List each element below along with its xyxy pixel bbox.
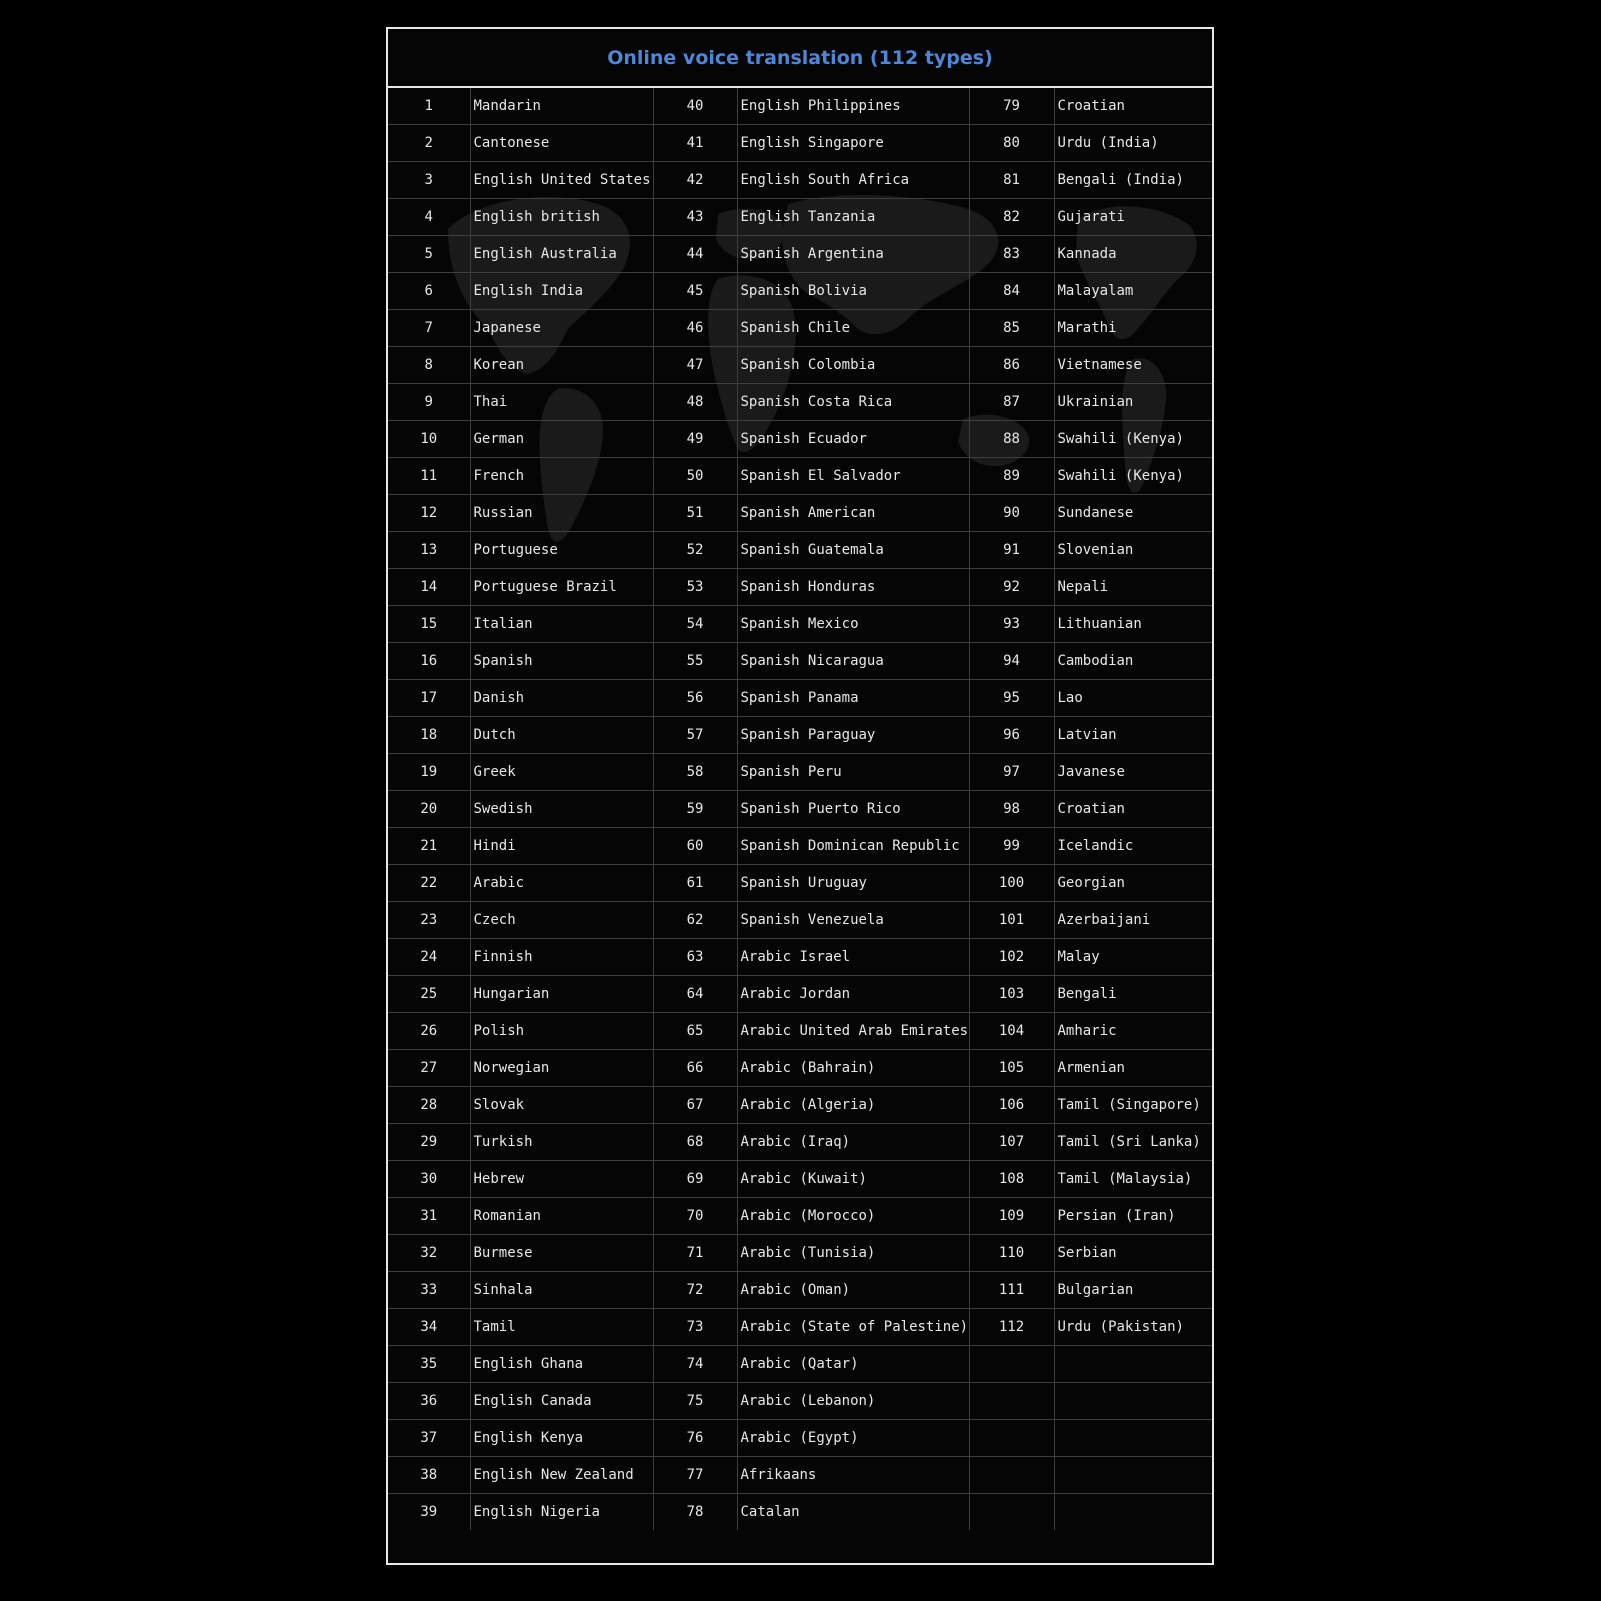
language-name: English Ghana: [470, 1346, 653, 1383]
language-name: [1054, 1457, 1212, 1494]
language-name: Spanish Uruguay: [737, 865, 969, 902]
language-name: Czech: [470, 902, 653, 939]
language-number: 44: [653, 236, 737, 273]
language-number: 10: [388, 421, 470, 458]
language-number: 20: [388, 791, 470, 828]
language-name: Spanish Colombia: [737, 347, 969, 384]
language-number: 98: [969, 791, 1054, 828]
page-title: Online voice translation (112 types): [388, 29, 1212, 88]
language-name: Croatian: [1054, 88, 1212, 125]
language-number: 49: [653, 421, 737, 458]
language-number: 69: [653, 1161, 737, 1198]
language-number: 104: [969, 1013, 1054, 1050]
language-name: Slovak: [470, 1087, 653, 1124]
language-number: 38: [388, 1457, 470, 1494]
language-number: 56: [653, 680, 737, 717]
language-number: 24: [388, 939, 470, 976]
language-number: 66: [653, 1050, 737, 1087]
language-name: Bengali (India): [1054, 162, 1212, 199]
language-name: Catalan: [737, 1494, 969, 1531]
language-table-frame: [386, 27, 1214, 1565]
language-name: Malayalam: [1054, 273, 1212, 310]
language-number: 53: [653, 569, 737, 606]
language-number: 4: [388, 199, 470, 236]
language-number: 63: [653, 939, 737, 976]
language-number: 75: [653, 1383, 737, 1420]
language-table: [388, 88, 1212, 1530]
table-row: [388, 1198, 1212, 1235]
language-number: 92: [969, 569, 1054, 606]
table-row: [388, 1494, 1212, 1531]
language-name: Arabic (Iraq): [737, 1124, 969, 1161]
language-number: 31: [388, 1198, 470, 1235]
language-name: Ukrainian: [1054, 384, 1212, 421]
table-row: [388, 717, 1212, 754]
language-name: Arabic (Algeria): [737, 1087, 969, 1124]
language-name: Spanish Nicaragua: [737, 643, 969, 680]
language-number: 71: [653, 1235, 737, 1272]
language-name: Cantonese: [470, 125, 653, 162]
language-name: Nepali: [1054, 569, 1212, 606]
language-number: 45: [653, 273, 737, 310]
language-number: 97: [969, 754, 1054, 791]
language-name: Javanese: [1054, 754, 1212, 791]
table-row: [388, 1161, 1212, 1198]
language-name: Thai: [470, 384, 653, 421]
language-name: Spanish Puerto Rico: [737, 791, 969, 828]
language-number: 16: [388, 643, 470, 680]
language-name: Vietnamese: [1054, 347, 1212, 384]
language-name: Georgian: [1054, 865, 1212, 902]
language-number: 103: [969, 976, 1054, 1013]
language-name: [1054, 1346, 1212, 1383]
language-name: Spanish American: [737, 495, 969, 532]
language-name: Russian: [470, 495, 653, 532]
table-row: [388, 162, 1212, 199]
table-row: [388, 1013, 1212, 1050]
language-name: Hebrew: [470, 1161, 653, 1198]
language-number: 17: [388, 680, 470, 717]
language-number: 40: [653, 88, 737, 125]
language-number: 62: [653, 902, 737, 939]
language-name: Dutch: [470, 717, 653, 754]
language-number: 43: [653, 199, 737, 236]
language-name: Marathi: [1054, 310, 1212, 347]
language-number: 30: [388, 1161, 470, 1198]
language-number: 8: [388, 347, 470, 384]
language-name: Spanish Ecuador: [737, 421, 969, 458]
language-number: 12: [388, 495, 470, 532]
language-number: 6: [388, 273, 470, 310]
language-name: Spanish Honduras: [737, 569, 969, 606]
language-number: 74: [653, 1346, 737, 1383]
table-row: [388, 643, 1212, 680]
table-row: [388, 791, 1212, 828]
language-number: 47: [653, 347, 737, 384]
language-name: Mandarin: [470, 88, 653, 125]
language-number: 52: [653, 532, 737, 569]
language-number: 81: [969, 162, 1054, 199]
language-number: [969, 1420, 1054, 1457]
language-name: Finnish: [470, 939, 653, 976]
language-number: 72: [653, 1272, 737, 1309]
language-number: 89: [969, 458, 1054, 495]
language-number: 3: [388, 162, 470, 199]
language-name: Spanish Peru: [737, 754, 969, 791]
language-name: Arabic (Lebanon): [737, 1383, 969, 1420]
language-name: Sundanese: [1054, 495, 1212, 532]
language-number: 50: [653, 458, 737, 495]
language-name: Spanish Paraguay: [737, 717, 969, 754]
language-number: 25: [388, 976, 470, 1013]
language-name: Romanian: [470, 1198, 653, 1235]
language-name: English Kenya: [470, 1420, 653, 1457]
language-name: English United States: [470, 162, 653, 199]
language-number: 84: [969, 273, 1054, 310]
table-row: [388, 1457, 1212, 1494]
language-name: Spanish Argentina: [737, 236, 969, 273]
language-number: 18: [388, 717, 470, 754]
language-name: Arabic (Egypt): [737, 1420, 969, 1457]
language-number: 109: [969, 1198, 1054, 1235]
language-name: Arabic (Bahrain): [737, 1050, 969, 1087]
table-row: [388, 347, 1212, 384]
table-row: [388, 1383, 1212, 1420]
language-name: Swahili (Kenya): [1054, 458, 1212, 495]
table-row: [388, 310, 1212, 347]
language-number: 101: [969, 902, 1054, 939]
language-name: Spanish Panama: [737, 680, 969, 717]
language-name: Latvian: [1054, 717, 1212, 754]
language-name: Lithuanian: [1054, 606, 1212, 643]
language-number: [969, 1457, 1054, 1494]
language-name: Italian: [470, 606, 653, 643]
language-number: 5: [388, 236, 470, 273]
language-number: 51: [653, 495, 737, 532]
language-number: 64: [653, 976, 737, 1013]
language-number: 61: [653, 865, 737, 902]
language-number: 59: [653, 791, 737, 828]
language-number: 80: [969, 125, 1054, 162]
language-name: English Canada: [470, 1383, 653, 1420]
language-name: Polish: [470, 1013, 653, 1050]
language-name: Spanish Dominican Republic: [737, 828, 969, 865]
table-row: [388, 88, 1212, 125]
language-name: German: [470, 421, 653, 458]
language-number: 27: [388, 1050, 470, 1087]
language-number: 79: [969, 88, 1054, 125]
language-name: Afrikaans: [737, 1457, 969, 1494]
language-number: 9: [388, 384, 470, 421]
language-number: 19: [388, 754, 470, 791]
language-name: Tamil (Singapore): [1054, 1087, 1212, 1124]
language-name: Danish: [470, 680, 653, 717]
language-name: Swedish: [470, 791, 653, 828]
language-number: 86: [969, 347, 1054, 384]
language-name: [1054, 1494, 1212, 1531]
table-row: [388, 1087, 1212, 1124]
language-name: Lao: [1054, 680, 1212, 717]
language-name: Spanish Chile: [737, 310, 969, 347]
language-name: Arabic Jordan: [737, 976, 969, 1013]
table-row: [388, 458, 1212, 495]
table-row: [388, 199, 1212, 236]
language-number: 106: [969, 1087, 1054, 1124]
language-name: [1054, 1383, 1212, 1420]
table-row: [388, 1124, 1212, 1161]
language-number: 76: [653, 1420, 737, 1457]
language-name: English british: [470, 199, 653, 236]
table-row: [388, 680, 1212, 717]
language-name: Korean: [470, 347, 653, 384]
table-row: [388, 976, 1212, 1013]
table-row: [388, 902, 1212, 939]
table-row: [388, 569, 1212, 606]
language-name: Spanish Venezuela: [737, 902, 969, 939]
language-number: 100: [969, 865, 1054, 902]
language-name: Cambodian: [1054, 643, 1212, 680]
language-name: English Philippines: [737, 88, 969, 125]
language-number: 93: [969, 606, 1054, 643]
table-row: [388, 1309, 1212, 1346]
language-name: English New Zealand: [470, 1457, 653, 1494]
language-number: 21: [388, 828, 470, 865]
language-number: 78: [653, 1494, 737, 1531]
language-number: 54: [653, 606, 737, 643]
language-number: 67: [653, 1087, 737, 1124]
language-name: Urdu (Pakistan): [1054, 1309, 1212, 1346]
language-name: Bulgarian: [1054, 1272, 1212, 1309]
language-name: Azerbaijani: [1054, 902, 1212, 939]
table-row: [388, 532, 1212, 569]
language-name: Norwegian: [470, 1050, 653, 1087]
language-name: Persian (Iran): [1054, 1198, 1212, 1235]
language-name: Burmese: [470, 1235, 653, 1272]
language-name: Amharic: [1054, 1013, 1212, 1050]
language-name: English Singapore: [737, 125, 969, 162]
language-name: English Nigeria: [470, 1494, 653, 1531]
language-name: French: [470, 458, 653, 495]
table-row: [388, 421, 1212, 458]
language-number: 105: [969, 1050, 1054, 1087]
language-number: 42: [653, 162, 737, 199]
language-number: 28: [388, 1087, 470, 1124]
language-name: Icelandic: [1054, 828, 1212, 865]
language-number: 26: [388, 1013, 470, 1050]
language-name: Swahili (Kenya): [1054, 421, 1212, 458]
table-row: [388, 754, 1212, 791]
table-row: [388, 273, 1212, 310]
language-name: Arabic (Kuwait): [737, 1161, 969, 1198]
language-name: Arabic: [470, 865, 653, 902]
language-name: Portuguese Brazil: [470, 569, 653, 606]
language-number: 2: [388, 125, 470, 162]
language-name: Spanish Mexico: [737, 606, 969, 643]
language-number: 99: [969, 828, 1054, 865]
table-row: [388, 939, 1212, 976]
language-number: 1: [388, 88, 470, 125]
language-number: 23: [388, 902, 470, 939]
language-name: Spanish Guatemala: [737, 532, 969, 569]
language-name: Hindi: [470, 828, 653, 865]
language-number: [969, 1494, 1054, 1531]
language-number: 13: [388, 532, 470, 569]
language-name: Arabic (Oman): [737, 1272, 969, 1309]
language-name: Japanese: [470, 310, 653, 347]
language-number: 85: [969, 310, 1054, 347]
language-number: 41: [653, 125, 737, 162]
language-number: 39: [388, 1494, 470, 1531]
language-name: Arabic (Tunisia): [737, 1235, 969, 1272]
language-number: 108: [969, 1161, 1054, 1198]
language-number: 58: [653, 754, 737, 791]
language-number: 37: [388, 1420, 470, 1457]
language-number: 32: [388, 1235, 470, 1272]
table-row: [388, 236, 1212, 273]
language-number: 83: [969, 236, 1054, 273]
language-number: 110: [969, 1235, 1054, 1272]
table-row: [388, 1272, 1212, 1309]
language-name: Malay: [1054, 939, 1212, 976]
table-row: [388, 606, 1212, 643]
table-row: [388, 495, 1212, 532]
language-name: Slovenian: [1054, 532, 1212, 569]
language-number: 22: [388, 865, 470, 902]
language-name: Bengali: [1054, 976, 1212, 1013]
language-number: 60: [653, 828, 737, 865]
table-row: [388, 1346, 1212, 1383]
language-number: 65: [653, 1013, 737, 1050]
table-row: [388, 125, 1212, 162]
language-name: Spanish El Salvador: [737, 458, 969, 495]
language-number: 96: [969, 717, 1054, 754]
language-name: Arabic (Qatar): [737, 1346, 969, 1383]
language-number: 112: [969, 1309, 1054, 1346]
language-number: 36: [388, 1383, 470, 1420]
language-number: 82: [969, 199, 1054, 236]
language-number: [969, 1383, 1054, 1420]
language-name: Serbian: [1054, 1235, 1212, 1272]
language-name: Urdu (India): [1054, 125, 1212, 162]
language-number: 70: [653, 1198, 737, 1235]
table-row: [388, 384, 1212, 421]
language-name: Arabic Israel: [737, 939, 969, 976]
language-name: English Australia: [470, 236, 653, 273]
language-number: 77: [653, 1457, 737, 1494]
language-number: 15: [388, 606, 470, 643]
language-number: 34: [388, 1309, 470, 1346]
language-name: Spanish Bolivia: [737, 273, 969, 310]
language-number: 7: [388, 310, 470, 347]
language-name: Sinhala: [470, 1272, 653, 1309]
language-number: 95: [969, 680, 1054, 717]
language-name: Gujarati: [1054, 199, 1212, 236]
table-row: [388, 1050, 1212, 1087]
language-number: 111: [969, 1272, 1054, 1309]
language-number: 14: [388, 569, 470, 606]
language-name: Arabic (State of Palestine): [737, 1309, 969, 1346]
language-name: Spanish Costa Rica: [737, 384, 969, 421]
language-name: Turkish: [470, 1124, 653, 1161]
table-row: [388, 1235, 1212, 1272]
language-number: 90: [969, 495, 1054, 532]
language-number: 73: [653, 1309, 737, 1346]
language-number: 94: [969, 643, 1054, 680]
language-number: 46: [653, 310, 737, 347]
language-number: [969, 1346, 1054, 1383]
language-number: 55: [653, 643, 737, 680]
language-name: Croatian: [1054, 791, 1212, 828]
language-name: [1054, 1420, 1212, 1457]
language-name: Hungarian: [470, 976, 653, 1013]
language-number: 29: [388, 1124, 470, 1161]
language-number: 11: [388, 458, 470, 495]
language-name: Arabic United Arab Emirates: [737, 1013, 969, 1050]
language-number: 33: [388, 1272, 470, 1309]
language-name: English India: [470, 273, 653, 310]
language-name: Tamil: [470, 1309, 653, 1346]
language-number: 57: [653, 717, 737, 754]
table-row: [388, 828, 1212, 865]
language-number: 48: [653, 384, 737, 421]
language-number: 107: [969, 1124, 1054, 1161]
language-name: Tamil (Malaysia): [1054, 1161, 1212, 1198]
language-name: Spanish: [470, 643, 653, 680]
language-name: Tamil (Sri Lanka): [1054, 1124, 1212, 1161]
language-number: 102: [969, 939, 1054, 976]
language-number: 35: [388, 1346, 470, 1383]
table-row: [388, 1420, 1212, 1457]
language-name: Arabic (Morocco): [737, 1198, 969, 1235]
language-name: Kannada: [1054, 236, 1212, 273]
language-number: 87: [969, 384, 1054, 421]
language-name: Armenian: [1054, 1050, 1212, 1087]
language-number: 88: [969, 421, 1054, 458]
language-name: Portuguese: [470, 532, 653, 569]
language-number: 91: [969, 532, 1054, 569]
language-name: English Tanzania: [737, 199, 969, 236]
table-row: [388, 865, 1212, 902]
language-name: English South Africa: [737, 162, 969, 199]
language-number: 68: [653, 1124, 737, 1161]
language-name: Greek: [470, 754, 653, 791]
